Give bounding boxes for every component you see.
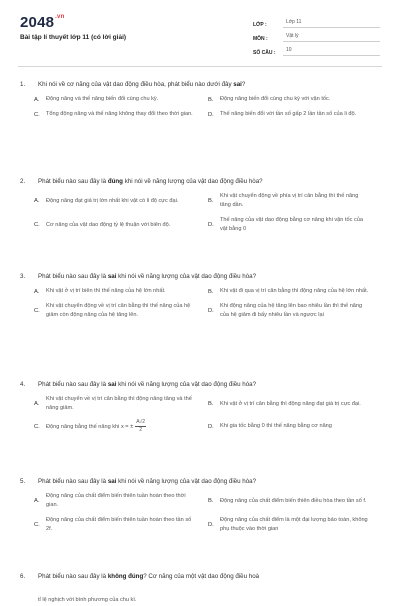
question-number: 2. (20, 178, 26, 185)
question-text: Khi nói về cơ năng của vật dao động điều hòa, phát biểu nào dưới đây sai? (38, 81, 246, 88)
worksheet-header (0, 0, 400, 60)
class-label: LỚP : (253, 22, 267, 28)
fraction: $\frac{A√2}{2}$ (136, 419, 146, 433)
question-number: 5. (20, 478, 26, 485)
option-a[interactable]: A. Khi vật ở vị trí biên thì thế năng của hệ lớn nhất. (34, 288, 166, 295)
option-d[interactable]: D. Khi gia tốc bằng 0 thì thế năng bằng cơ năng (208, 423, 332, 430)
option-a[interactable]: tỉ lệ nghịch với bình phương của chu kì. (38, 597, 137, 603)
header-divider (18, 66, 382, 67)
option-b[interactable]: B. Khi vật đi qua vị trí cân bằng thì động năng của hệ lớn nhất. (208, 288, 369, 295)
option-b[interactable]: B. Khi vật chuyển động về phía vị trí cân bằng thì thế năng tăng dần. (208, 193, 359, 208)
subject-label: MÔN : (253, 36, 268, 42)
question-text: Phát biểu nào sau đây là không đúng? Cơ năng của một vật dao động điều hoà (38, 573, 260, 580)
question-count-label: SỐ CÂU : (253, 50, 276, 56)
question-5 (20, 477, 382, 534)
class-value: Lớp 11 (283, 18, 380, 28)
option-c[interactable]: C. Động năng của chất điểm biến thiên tuần hoàn theo tần số 2f. (34, 517, 192, 532)
question-text: Phát biểu nào sau đây là đúng khi nói về năng lượng của vật dao động điều hòa? (38, 178, 263, 185)
option-c[interactable]: C. Động năng bằng thế năng khi x = ± $\frac{A√2}{2}$ (34, 419, 146, 433)
question-1 (20, 80, 382, 119)
question-number: 1. (20, 81, 26, 88)
option-b[interactable]: B. Động năng của chất điểm biến thiên điều hòa theo tần số f. (208, 497, 367, 504)
option-b[interactable]: B. Động năng biến đổi cùng chu kỳ với vận tốc. (208, 96, 331, 103)
question-text: Phát biểu nào sau đây là sai khi nói về năng lượng của vật dao động điều hòa? (38, 273, 257, 280)
option-a[interactable]: A. Động năng và thế năng biến đổi cùng chu kỳ. (34, 96, 159, 103)
option-c[interactable]: C. Khi vật chuyển động về vị trí cân bằng thì thế năng của hệ giảm còn động năng của hệ tăng lên. (34, 303, 191, 318)
question-6 (20, 572, 382, 606)
question-text: Phát biểu nào sau đây là sai khi nói về năng lượng của vật dao động điều hòa? (38, 478, 257, 485)
site-logo[interactable]: $2048^{.vn}$ (20, 14, 65, 31)
option-d[interactable]: D. Thế năng của vật dao động bằng cơ năng khi vận tốc của vật bằng 0 (208, 217, 363, 232)
worksheet-title: Bài tập lí thuyết lớp 11 (có lời giải) (20, 34, 127, 41)
worksheet-meta (253, 14, 380, 56)
question-text: Phát biểu nào sau đây là sai khi nói về năng lượng của vật dao động điều hòa? (38, 381, 257, 388)
option-a[interactable]: A. Khi vật chuyển về vị trí cân bằng thì động năng tăng và thế năng giảm. (34, 396, 192, 411)
question-3 (20, 272, 382, 320)
option-c[interactable]: C. Tổng động năng và thế năng không thay đổi theo thời gian. (34, 111, 193, 118)
question-2 (20, 177, 382, 234)
option-b[interactable]: B. Khi vật ở vị trí cân bằng thì động năng đạt giá trị cực đại. (208, 400, 361, 407)
question-4 (20, 380, 382, 434)
question-count-value: 10 (283, 46, 380, 56)
option-d[interactable]: D. Khi động năng của hệ tăng lên bao nhiêu lần thì thế năng của hệ giảm đi bấy nhiêu lần và ngược lại (208, 303, 363, 318)
option-d[interactable]: D. Thế năng biến đổi với tần số gấp 2 lần tần số của li độ. (208, 111, 357, 118)
option-a[interactable]: A. Động năng của chất điểm biến thiên tuần hoàn theo thời gian. (34, 493, 186, 508)
question-number: 3. (20, 273, 26, 280)
question-number: 6. (20, 573, 26, 580)
option-a[interactable]: A. Động năng đạt giá trị lớn nhất khi vật có li độ cực đại. (34, 197, 179, 204)
option-c[interactable]: C. Cơ năng của vật dao động tỷ lệ thuận với biên độ. (34, 221, 171, 228)
option-d[interactable]: D. Động năng của chất điểm là một đại lượng bảo toàn, không phụ thuộc vào thời gian (208, 517, 368, 532)
subject-value: Vật lý (283, 32, 380, 42)
question-number: 4. (20, 381, 26, 388)
